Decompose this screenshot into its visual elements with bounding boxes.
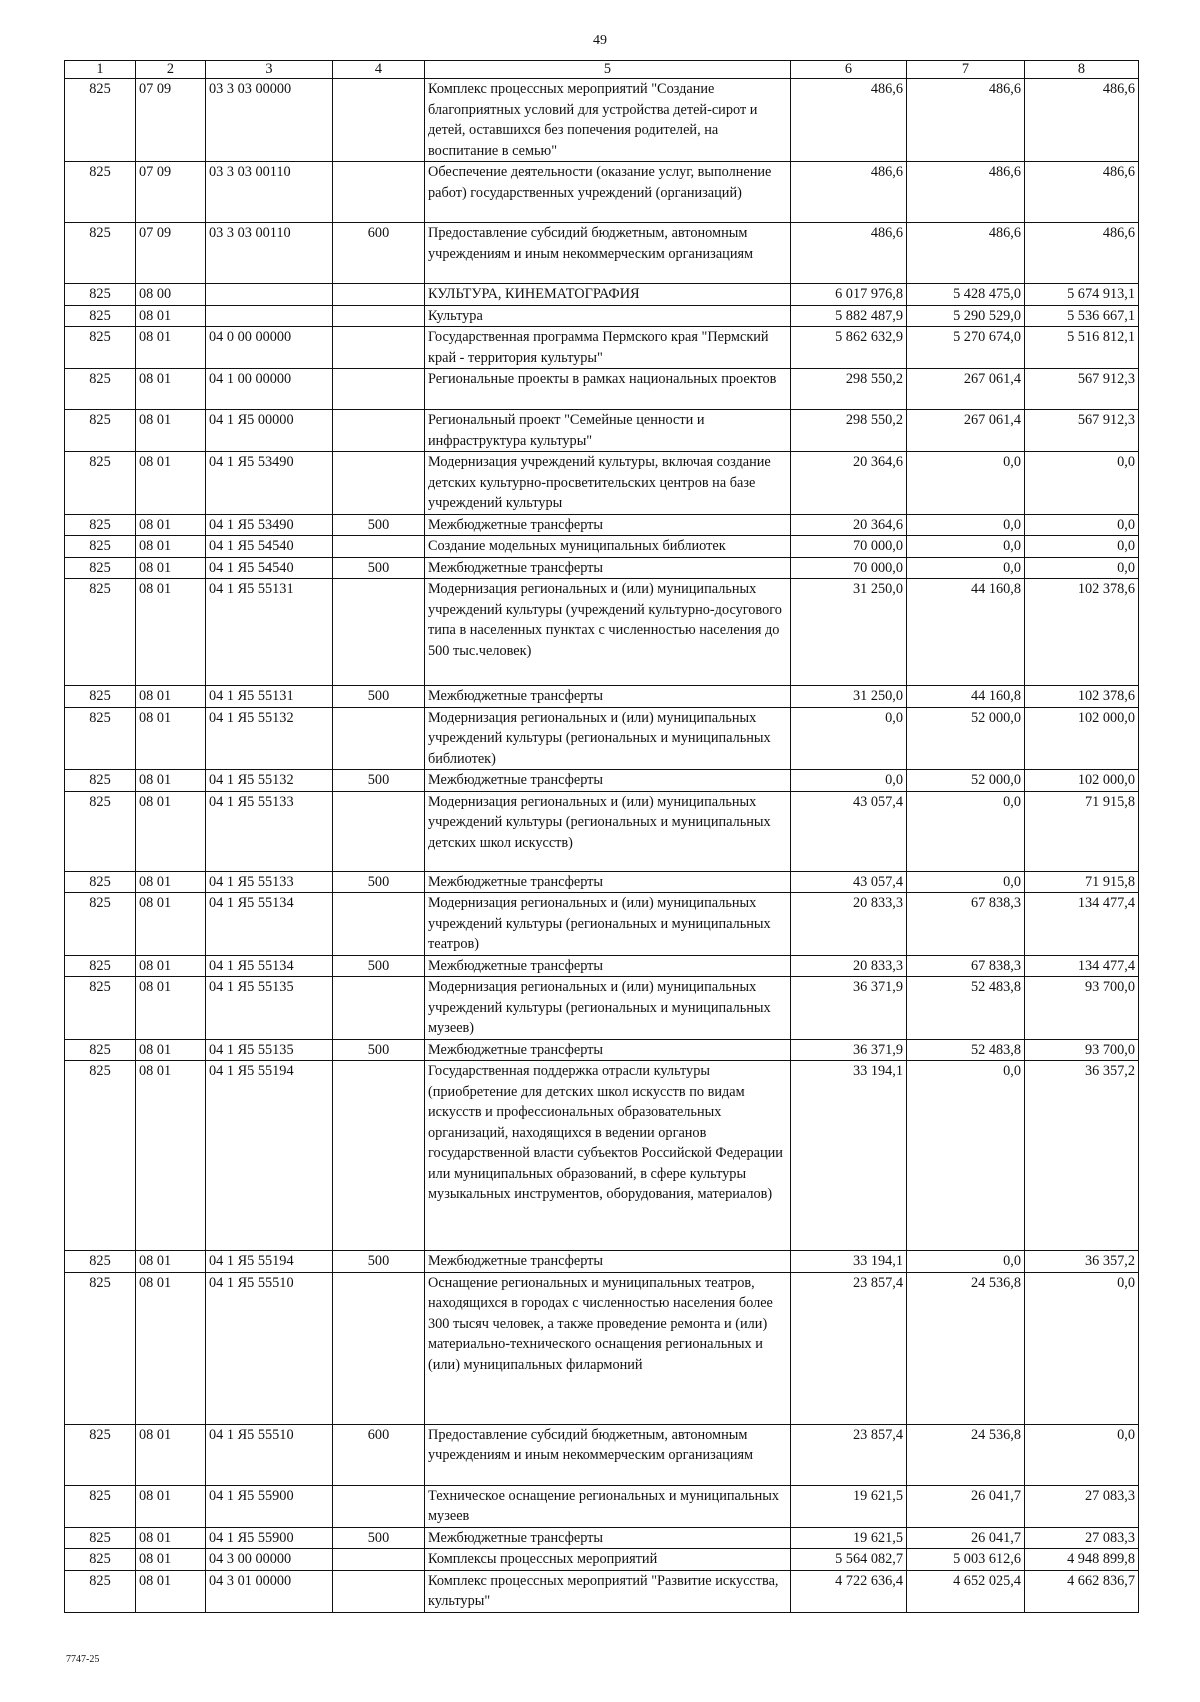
column-header: 1	[65, 61, 136, 79]
cell-description: Модернизация региональных и (или) муниципальных учреждений культуры (региональных и муниципальных библиотек)	[425, 707, 791, 770]
table-row	[65, 686, 1139, 708]
cell-description: Модернизация региональных и (или) муниципальных учреждений культуры (региональных и муниципальных театров)	[425, 893, 791, 956]
cell-amount-year2: 4 652 025,4	[907, 1570, 1025, 1612]
cell-description: Межбюджетные трансферты	[425, 686, 791, 708]
cell-expense-type	[333, 452, 425, 515]
cell-section-code: 08 01	[136, 452, 206, 515]
table-row	[65, 284, 1139, 306]
cell-amount-year3: 5 674 913,1	[1025, 284, 1139, 306]
cell-ministry-code: 825	[65, 1272, 136, 1424]
cell-expense-type: 500	[333, 770, 425, 792]
table-row	[65, 536, 1139, 558]
cell-amount-year3: 93 700,0	[1025, 1039, 1139, 1061]
table-row	[65, 1272, 1139, 1424]
table-row	[65, 1039, 1139, 1061]
cell-target-code	[206, 305, 333, 327]
cell-amount-year1: 36 371,9	[791, 977, 907, 1040]
cell-ministry-code: 825	[65, 579, 136, 686]
cell-description: Межбюджетные трансферты	[425, 955, 791, 977]
table-row	[65, 770, 1139, 792]
cell-amount-year2: 67 838,3	[907, 955, 1025, 977]
cell-target-code: 04 1 Я5 55194	[206, 1061, 333, 1251]
cell-target-code: 04 3 01 00000	[206, 1570, 333, 1612]
cell-ministry-code: 825	[65, 770, 136, 792]
cell-ministry-code: 825	[65, 79, 136, 162]
cell-ministry-code: 825	[65, 1527, 136, 1549]
cell-amount-year2: 52 483,8	[907, 1039, 1025, 1061]
cell-target-code: 04 1 Я5 54540	[206, 536, 333, 558]
cell-description: Региональные проекты в рамках национальных проектов	[425, 369, 791, 410]
cell-description: Комплекс процессных мероприятий "Создание благоприятных условий для устройства детей-сирот и детей, оставшихся без попечения родителей, на воспитание в семью"	[425, 79, 791, 162]
cell-ministry-code: 825	[65, 893, 136, 956]
cell-amount-year1: 298 550,2	[791, 410, 907, 452]
cell-amount-year3: 0,0	[1025, 1272, 1139, 1424]
cell-ministry-code: 825	[65, 536, 136, 558]
cell-expense-type	[333, 893, 425, 956]
table-row	[65, 305, 1139, 327]
cell-ministry-code: 825	[65, 1570, 136, 1612]
cell-expense-type	[333, 284, 425, 306]
cell-expense-type: 500	[333, 1527, 425, 1549]
cell-target-code: 04 1 Я5 55135	[206, 1039, 333, 1061]
cell-ministry-code: 825	[65, 791, 136, 871]
table-row	[65, 1424, 1139, 1485]
cell-expense-type: 500	[333, 514, 425, 536]
cell-section-code: 08 01	[136, 977, 206, 1040]
cell-section-code: 07 09	[136, 223, 206, 284]
cell-amount-year2: 44 160,8	[907, 686, 1025, 708]
cell-expense-type	[333, 79, 425, 162]
cell-expense-type: 500	[333, 1039, 425, 1061]
cell-section-code: 08 01	[136, 305, 206, 327]
cell-amount-year2: 486,6	[907, 79, 1025, 162]
cell-target-code: 04 1 Я5 54540	[206, 557, 333, 579]
cell-amount-year2: 0,0	[907, 1251, 1025, 1273]
cell-amount-year1: 486,6	[791, 223, 907, 284]
cell-ministry-code: 825	[65, 223, 136, 284]
cell-ministry-code: 825	[65, 557, 136, 579]
cell-amount-year1: 19 621,5	[791, 1527, 907, 1549]
cell-amount-year1: 20 833,3	[791, 893, 907, 956]
cell-description: Модернизация региональных и (или) муниципальных учреждений культуры (региональных и муниципальных детских школ искусств)	[425, 791, 791, 871]
cell-expense-type: 600	[333, 1424, 425, 1485]
cell-amount-year1: 36 371,9	[791, 1039, 907, 1061]
cell-amount-year2: 67 838,3	[907, 893, 1025, 956]
cell-amount-year2: 44 160,8	[907, 579, 1025, 686]
cell-amount-year3: 71 915,8	[1025, 791, 1139, 871]
cell-amount-year3: 27 083,3	[1025, 1527, 1139, 1549]
cell-ministry-code: 825	[65, 1039, 136, 1061]
cell-amount-year3: 102 000,0	[1025, 770, 1139, 792]
cell-ministry-code: 825	[65, 871, 136, 893]
cell-ministry-code: 825	[65, 977, 136, 1040]
cell-amount-year2: 267 061,4	[907, 369, 1025, 410]
cell-description: Оснащение региональных и муниципальных театров, находящихся в городах с численностью населения более 300 тысяч человек, а также проведение ремонта и (или) материально-технического оснащения региональных и (или) муниципальных филармоний	[425, 1272, 791, 1424]
cell-amount-year2: 486,6	[907, 162, 1025, 223]
cell-amount-year3: 486,6	[1025, 162, 1139, 223]
cell-expense-type	[333, 327, 425, 369]
cell-ministry-code: 825	[65, 1251, 136, 1273]
cell-amount-year1: 0,0	[791, 770, 907, 792]
table-row	[65, 977, 1139, 1040]
table-row	[65, 410, 1139, 452]
table-header	[65, 61, 1139, 79]
cell-amount-year1: 43 057,4	[791, 871, 907, 893]
cell-amount-year1: 5 882 487,9	[791, 305, 907, 327]
cell-section-code: 08 01	[136, 1570, 206, 1612]
cell-expense-type	[333, 707, 425, 770]
cell-amount-year3: 36 357,2	[1025, 1251, 1139, 1273]
cell-description: Культура	[425, 305, 791, 327]
cell-description: Комплексы процессных мероприятий	[425, 1549, 791, 1571]
cell-amount-year2: 24 536,8	[907, 1272, 1025, 1424]
cell-description: Государственная программа Пермского края "Пермский край - территория культуры"	[425, 327, 791, 369]
cell-amount-year3: 567 912,3	[1025, 369, 1139, 410]
cell-target-code: 04 0 00 00000	[206, 327, 333, 369]
cell-section-code: 08 01	[136, 1527, 206, 1549]
cell-amount-year3: 27 083,3	[1025, 1485, 1139, 1527]
table-row	[65, 514, 1139, 536]
cell-expense-type	[333, 1061, 425, 1251]
cell-amount-year3: 4 948 899,8	[1025, 1549, 1139, 1571]
cell-target-code: 03 3 03 00110	[206, 162, 333, 223]
cell-section-code: 08 01	[136, 871, 206, 893]
cell-description: Обеспечение деятельности (оказание услуг, выполнение работ) государственных учреждений (организаций)	[425, 162, 791, 223]
cell-target-code	[206, 284, 333, 306]
cell-description: Создание модельных муниципальных библиотек	[425, 536, 791, 558]
cell-description: Техническое оснащение региональных и муниципальных музеев	[425, 1485, 791, 1527]
cell-section-code: 08 01	[136, 514, 206, 536]
cell-target-code: 04 1 Я5 55133	[206, 791, 333, 871]
cell-amount-year1: 23 857,4	[791, 1272, 907, 1424]
cell-expense-type	[333, 1485, 425, 1527]
table-row	[65, 1251, 1139, 1273]
cell-description: Модернизация региональных и (или) муниципальных учреждений культуры (региональных и муниципальных музеев)	[425, 977, 791, 1040]
cell-amount-year1: 31 250,0	[791, 686, 907, 708]
table-row	[65, 893, 1139, 956]
cell-description: Межбюджетные трансферты	[425, 871, 791, 893]
cell-amount-year1: 33 194,1	[791, 1061, 907, 1251]
cell-description: Межбюджетные трансферты	[425, 770, 791, 792]
cell-description: Предоставление субсидий бюджетным, автономным учреждениям и иным некоммерческим организациям	[425, 223, 791, 284]
cell-amount-year1: 5 564 082,7	[791, 1549, 907, 1571]
table-row	[65, 871, 1139, 893]
cell-amount-year3: 0,0	[1025, 557, 1139, 579]
cell-amount-year1: 20 364,6	[791, 514, 907, 536]
table-row	[65, 1061, 1139, 1251]
cell-amount-year2: 486,6	[907, 223, 1025, 284]
cell-ministry-code: 825	[65, 707, 136, 770]
cell-expense-type	[333, 536, 425, 558]
cell-amount-year3: 0,0	[1025, 514, 1139, 536]
cell-section-code: 08 01	[136, 1485, 206, 1527]
cell-amount-year2: 24 536,8	[907, 1424, 1025, 1485]
table-row	[65, 791, 1139, 871]
cell-amount-year3: 102 378,6	[1025, 579, 1139, 686]
cell-section-code: 08 01	[136, 1549, 206, 1571]
cell-description: КУЛЬТУРА, КИНЕМАТОГРАФИЯ	[425, 284, 791, 306]
cell-ministry-code: 825	[65, 686, 136, 708]
cell-target-code: 04 1 Я5 55510	[206, 1272, 333, 1424]
cell-section-code: 08 01	[136, 686, 206, 708]
cell-ministry-code: 825	[65, 1549, 136, 1571]
cell-amount-year1: 486,6	[791, 162, 907, 223]
cell-amount-year1: 5 862 632,9	[791, 327, 907, 369]
cell-target-code: 04 1 Я5 55131	[206, 579, 333, 686]
cell-amount-year2: 0,0	[907, 791, 1025, 871]
cell-section-code: 08 01	[136, 1061, 206, 1251]
cell-amount-year2: 52 483,8	[907, 977, 1025, 1040]
cell-description: Межбюджетные трансферты	[425, 514, 791, 536]
table-row	[65, 223, 1139, 284]
cell-description: Предоставление субсидий бюджетным, автономным учреждениям и иным некоммерческим организациям	[425, 1424, 791, 1485]
cell-ministry-code: 825	[65, 410, 136, 452]
cell-ministry-code: 825	[65, 327, 136, 369]
cell-section-code: 08 01	[136, 369, 206, 410]
cell-amount-year2: 0,0	[907, 514, 1025, 536]
cell-target-code: 04 1 Я5 55194	[206, 1251, 333, 1273]
cell-section-code: 08 01	[136, 893, 206, 956]
cell-amount-year1: 298 550,2	[791, 369, 907, 410]
cell-amount-year1: 0,0	[791, 707, 907, 770]
cell-expense-type: 500	[333, 871, 425, 893]
cell-amount-year1: 23 857,4	[791, 1424, 907, 1485]
cell-amount-year1: 20 833,3	[791, 955, 907, 977]
cell-ministry-code: 825	[65, 1061, 136, 1251]
cell-expense-type	[333, 1272, 425, 1424]
cell-expense-type	[333, 1549, 425, 1571]
cell-amount-year2: 0,0	[907, 452, 1025, 515]
cell-target-code: 04 1 Я5 55134	[206, 955, 333, 977]
cell-amount-year2: 0,0	[907, 871, 1025, 893]
cell-target-code: 04 1 Я5 55131	[206, 686, 333, 708]
cell-amount-year1: 486,6	[791, 79, 907, 162]
cell-amount-year2: 267 061,4	[907, 410, 1025, 452]
cell-target-code: 04 1 Я5 55132	[206, 770, 333, 792]
cell-description: Модернизация учреждений культуры, включая создание детских культурно-просветительских центров на базе учреждений культуры	[425, 452, 791, 515]
cell-ministry-code: 825	[65, 514, 136, 536]
cell-description: Межбюджетные трансферты	[425, 1251, 791, 1273]
cell-section-code: 08 01	[136, 536, 206, 558]
column-header: 7	[907, 61, 1025, 79]
table-row	[65, 557, 1139, 579]
cell-description: Межбюджетные трансферты	[425, 1039, 791, 1061]
cell-expense-type	[333, 977, 425, 1040]
cell-amount-year1: 70 000,0	[791, 557, 907, 579]
cell-amount-year1: 20 364,6	[791, 452, 907, 515]
cell-target-code: 03 3 03 00000	[206, 79, 333, 162]
cell-expense-type: 500	[333, 557, 425, 579]
cell-ministry-code: 825	[65, 284, 136, 306]
cell-expense-type	[333, 162, 425, 223]
budget-table	[64, 60, 1139, 1613]
table-row	[65, 369, 1139, 410]
table-row	[65, 162, 1139, 223]
cell-amount-year3: 5 516 812,1	[1025, 327, 1139, 369]
cell-section-code: 08 01	[136, 955, 206, 977]
cell-section-code: 08 00	[136, 284, 206, 306]
cell-expense-type	[333, 410, 425, 452]
cell-amount-year2: 52 000,0	[907, 770, 1025, 792]
cell-amount-year3: 486,6	[1025, 223, 1139, 284]
table-row	[65, 1485, 1139, 1527]
cell-expense-type: 500	[333, 955, 425, 977]
cell-amount-year3: 71 915,8	[1025, 871, 1139, 893]
cell-expense-type	[333, 369, 425, 410]
cell-amount-year2: 5 290 529,0	[907, 305, 1025, 327]
cell-description: Комплекс процессных мероприятий "Развитие искусства, культуры"	[425, 1570, 791, 1612]
cell-section-code: 08 01	[136, 579, 206, 686]
cell-ministry-code: 825	[65, 1485, 136, 1527]
table-row	[65, 1570, 1139, 1612]
cell-amount-year3: 93 700,0	[1025, 977, 1139, 1040]
cell-ministry-code: 825	[65, 1424, 136, 1485]
cell-target-code: 04 1 Я5 53490	[206, 514, 333, 536]
cell-expense-type	[333, 1570, 425, 1612]
cell-section-code: 08 01	[136, 1424, 206, 1485]
column-header: 8	[1025, 61, 1139, 79]
table-row	[65, 452, 1139, 515]
cell-target-code: 03 3 03 00110	[206, 223, 333, 284]
table-row	[65, 579, 1139, 686]
cell-target-code: 04 1 Я5 55510	[206, 1424, 333, 1485]
cell-description: Межбюджетные трансферты	[425, 1527, 791, 1549]
cell-section-code: 07 09	[136, 162, 206, 223]
cell-amount-year1: 70 000,0	[791, 536, 907, 558]
cell-amount-year2: 26 041,7	[907, 1485, 1025, 1527]
cell-description: Государственная поддержка отрасли культуры (приобретение для детских школ искусств по видам искусств и профессиональных образовательных организаций, находящихся в ведении органов государственной власти субъектов Российской Федерации или муниципальных образований, в сфере культуры музыкальных инструментов, оборудования, материалов)	[425, 1061, 791, 1251]
cell-description: Модернизация региональных и (или) муниципальных учреждений культуры (учреждений культурно-досугового типа в населенных пунктах с численностью населения до 500 тыс.человек)	[425, 579, 791, 686]
cell-amount-year1: 43 057,4	[791, 791, 907, 871]
table-row	[65, 327, 1139, 369]
document-code: 7747-25	[66, 1654, 100, 1665]
cell-amount-year1: 4 722 636,4	[791, 1570, 907, 1612]
cell-section-code: 08 01	[136, 1039, 206, 1061]
cell-section-code: 08 01	[136, 1251, 206, 1273]
table-row	[65, 707, 1139, 770]
cell-amount-year3: 4 662 836,7	[1025, 1570, 1139, 1612]
cell-amount-year2: 0,0	[907, 1061, 1025, 1251]
cell-section-code: 08 01	[136, 410, 206, 452]
cell-description: Региональный проект "Семейные ценности и инфраструктура культуры"	[425, 410, 791, 452]
cell-target-code: 04 1 Я5 55900	[206, 1485, 333, 1527]
cell-ministry-code: 825	[65, 369, 136, 410]
cell-expense-type	[333, 791, 425, 871]
cell-target-code: 04 1 Я5 55134	[206, 893, 333, 956]
column-header: 6	[791, 61, 907, 79]
table-row	[65, 79, 1139, 162]
cell-amount-year3: 5 536 667,1	[1025, 305, 1139, 327]
cell-expense-type: 600	[333, 223, 425, 284]
cell-target-code: 04 3 00 00000	[206, 1549, 333, 1571]
cell-target-code: 04 1 00 00000	[206, 369, 333, 410]
column-header: 2	[136, 61, 206, 79]
cell-amount-year2: 0,0	[907, 536, 1025, 558]
cell-amount-year2: 26 041,7	[907, 1527, 1025, 1549]
cell-ministry-code: 825	[65, 162, 136, 223]
cell-expense-type: 500	[333, 686, 425, 708]
cell-amount-year3: 0,0	[1025, 452, 1139, 515]
cell-amount-year3: 102 378,6	[1025, 686, 1139, 708]
column-header: 3	[206, 61, 333, 79]
cell-amount-year1: 33 194,1	[791, 1251, 907, 1273]
column-header: 4	[333, 61, 425, 79]
cell-section-code: 08 01	[136, 1272, 206, 1424]
cell-amount-year2: 0,0	[907, 557, 1025, 579]
cell-amount-year3: 36 357,2	[1025, 1061, 1139, 1251]
cell-expense-type	[333, 305, 425, 327]
cell-amount-year2: 5 270 674,0	[907, 327, 1025, 369]
table-row	[65, 955, 1139, 977]
column-header: 5	[425, 61, 791, 79]
cell-amount-year1: 19 621,5	[791, 1485, 907, 1527]
cell-section-code: 08 01	[136, 770, 206, 792]
cell-amount-year3: 102 000,0	[1025, 707, 1139, 770]
table-row	[65, 1527, 1139, 1549]
cell-target-code: 04 1 Я5 55135	[206, 977, 333, 1040]
cell-section-code: 08 01	[136, 707, 206, 770]
cell-amount-year1: 6 017 976,8	[791, 284, 907, 306]
cell-amount-year3: 486,6	[1025, 79, 1139, 162]
cell-target-code: 04 1 Я5 00000	[206, 410, 333, 452]
cell-ministry-code: 825	[65, 955, 136, 977]
page-number: 49	[593, 33, 607, 48]
cell-expense-type	[333, 579, 425, 686]
cell-section-code: 08 01	[136, 327, 206, 369]
header-row	[65, 61, 1139, 79]
cell-amount-year3: 134 477,4	[1025, 955, 1139, 977]
cell-amount-year2: 52 000,0	[907, 707, 1025, 770]
cell-amount-year2: 5 428 475,0	[907, 284, 1025, 306]
table-row	[65, 1549, 1139, 1571]
cell-amount-year3: 134 477,4	[1025, 893, 1139, 956]
cell-ministry-code: 825	[65, 452, 136, 515]
cell-amount-year2: 5 003 612,6	[907, 1549, 1025, 1571]
cell-target-code: 04 1 Я5 55132	[206, 707, 333, 770]
cell-target-code: 04 1 Я5 55900	[206, 1527, 333, 1549]
cell-target-code: 04 1 Я5 53490	[206, 452, 333, 515]
cell-section-code: 08 01	[136, 791, 206, 871]
cell-ministry-code: 825	[65, 305, 136, 327]
cell-amount-year1: 31 250,0	[791, 579, 907, 686]
cell-target-code: 04 1 Я5 55133	[206, 871, 333, 893]
cell-amount-year3: 0,0	[1025, 1424, 1139, 1485]
cell-amount-year3: 0,0	[1025, 536, 1139, 558]
table-body	[65, 79, 1139, 1613]
cell-description: Межбюджетные трансферты	[425, 557, 791, 579]
cell-section-code: 07 09	[136, 79, 206, 162]
cell-amount-year3: 567 912,3	[1025, 410, 1139, 452]
cell-expense-type: 500	[333, 1251, 425, 1273]
cell-section-code: 08 01	[136, 557, 206, 579]
